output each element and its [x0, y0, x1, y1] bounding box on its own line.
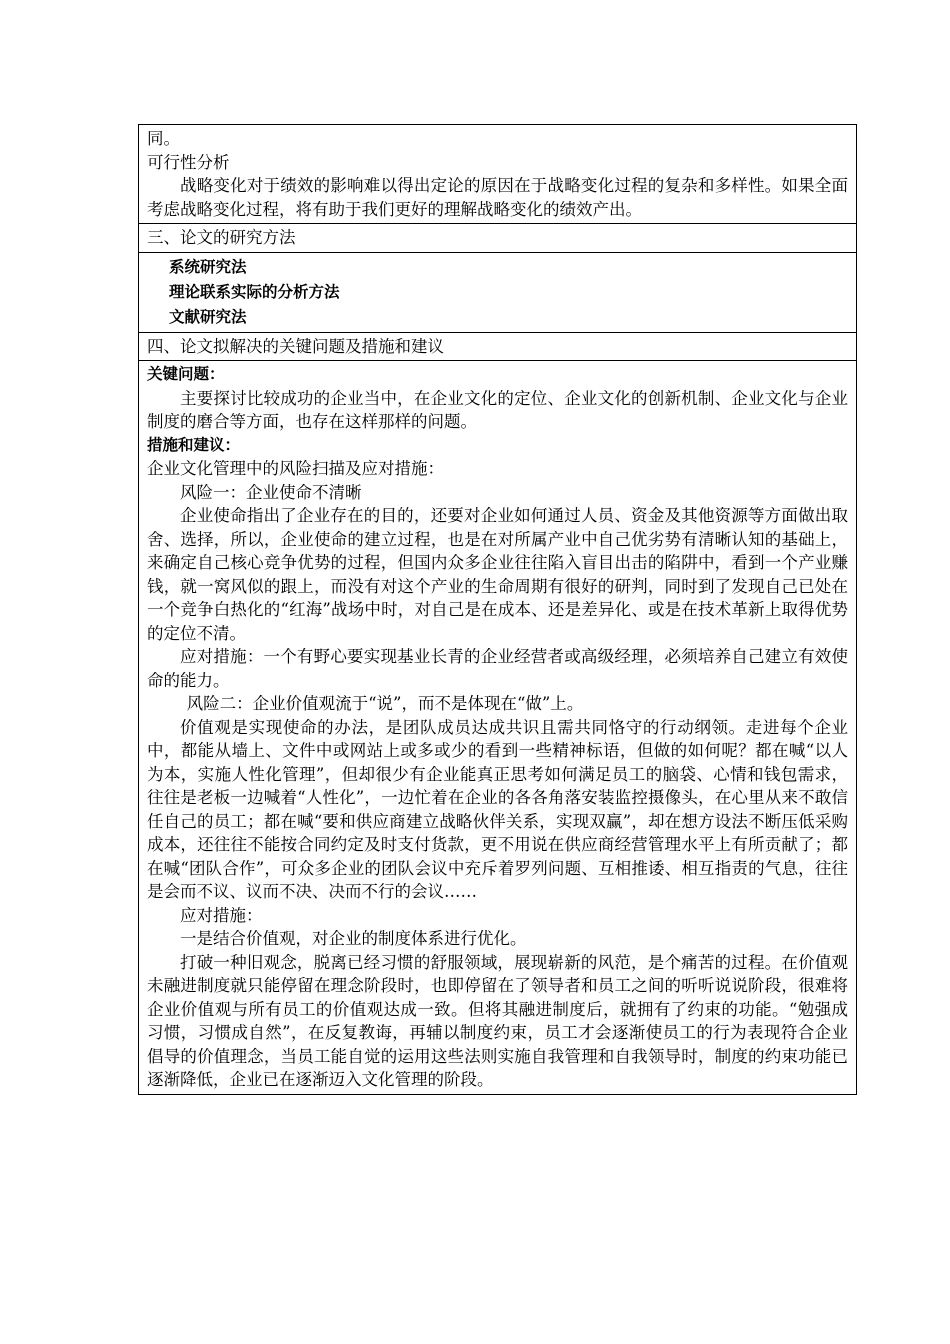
section3-title: 三、论文的研究方法: [139, 224, 857, 253]
method-item: 文献研究法: [169, 307, 247, 326]
row-section4-title: [139, 332, 857, 361]
risk2-measure-item: 一是结合价值观，对企业的制度体系进行优化。: [180, 929, 527, 948]
risk2-measure-body: 打破一种旧观念，脱离已经习惯的舒服领域，展现崭新的风范，是个痛苦的过程。在价值观未融进制度就只能停留在理念阶段时，也即停留在了领导者和员工之间的听听说说阶段，很难将企业价值观与所有员工的价值观达成一致。但将其融进制度后，就拥有了约束的功能。“勉强成习惯，习惯成自然”，在反复教诲，再辅以制度约束，员工才会逐渐使员工的行为表现符合企业倡导的价值理念，当员工能自觉的运用这些法则实施自我管理和自我领导时，制度的约束功能已逐渐降低，企业已在逐渐迈入文化管理的阶段。: [147, 952, 848, 1089]
row-section4-body: [139, 361, 857, 1095]
risk1-measure: 应对措施：一个有野心要实现基业长青的企业经营者或高级经理，必须培养自己建立有效使命的能力。: [147, 647, 848, 690]
risk1-body: 企业使命指出了企业存在的目的，还要对企业如何通过人员、资金及其他资源等方面做出取舍、选择，所以，企业使命的建立过程，也是在对所属产业中自己优劣势有清晰认知的基础上，来确定自己核心竞争优势的过程，但国内众多企业往往陷入盲目出击的陷阱中，看到一个产业赚钱，就一窝风似的跟上，而没有对这个产业的生命周期有很好的研判，同时到了发现自己已处在一个竞争白热化的“红海”战场中时，对自己是在成本、还是差异化、或是在技术革新上取得优势的定位不清。: [147, 506, 848, 643]
cell-feasibility: [139, 125, 857, 224]
cell-section4-body: [139, 361, 857, 1095]
key-issue-label: 关键问题：: [147, 365, 225, 383]
cell-methods: [139, 252, 857, 332]
risk2-title: 风险二：企业价值观流于“说”，而不是体现在“做”上。: [186, 694, 584, 713]
feasibility-heading: 可行性分析: [147, 152, 230, 172]
key-issue-body: 主要探讨比较成功的企业当中，在企业文化的定位、企业文化的创新机制、企业文化与企业制度的磨合等方面，也存在这样那样的问题。: [147, 388, 848, 431]
measures-label: 措施和建议：: [147, 435, 241, 454]
risk1-title: 风险一：企业使命不清晰: [180, 482, 362, 502]
feasibility-body: 战略变化对于绩效的影响难以得出定论的原因在于战略变化过程的复杂和多样性。如果全面考虑战略变化过程，将有助于我们更好的理解战略变化的绩效产出。: [147, 176, 848, 219]
proposal-table: [138, 124, 857, 1095]
method-item: 理论联系实际的分析方法: [169, 282, 340, 301]
continuation-line: 同。: [147, 129, 180, 148]
risk-intro: 企业文化管理中的风险扫描及应对措施：: [147, 459, 444, 478]
row-section3-title: [139, 224, 857, 253]
method-item: 系统研究法: [169, 257, 247, 276]
risk2-measure-label: 应对措施：: [180, 905, 263, 925]
risk2-body: 价值观是实现使命的办法，是团队成员达成共识且需共同恪守的行动纲领。走进每个企业中，都能从墙上、文件中或网站上或多或少的看到一些精神标语，但做的如何呢？都在喊“以人为本，实施人性化管理”，但却很少有企业能真正思考如何满足员工的脑袋、心情和钱包需求，往往是老板一边喊着“人性化”，一边忙着在企业的各各角落安装监控摄像头，在心里从来不敢信任自己的员工；都在喊“要和供应商建立战略伙伴关系，实现双赢”，却在想方设法不断压低采购成本，还往往不能按合同约定及时支付货款，更不用说在供应商经营管理水平上有所贡献了；都在喊“团队合作”，可众多企业的团队会议中充斥着罗列问题、互相推诿、相互指责的气息，往往是会而不议、议而不决、决而不行的会议……: [147, 717, 848, 901]
section4-title: 四、论文拟解决的关键问题及措施和建议: [139, 332, 857, 361]
row-feasibility: [139, 125, 857, 224]
row-methods: [139, 252, 857, 332]
